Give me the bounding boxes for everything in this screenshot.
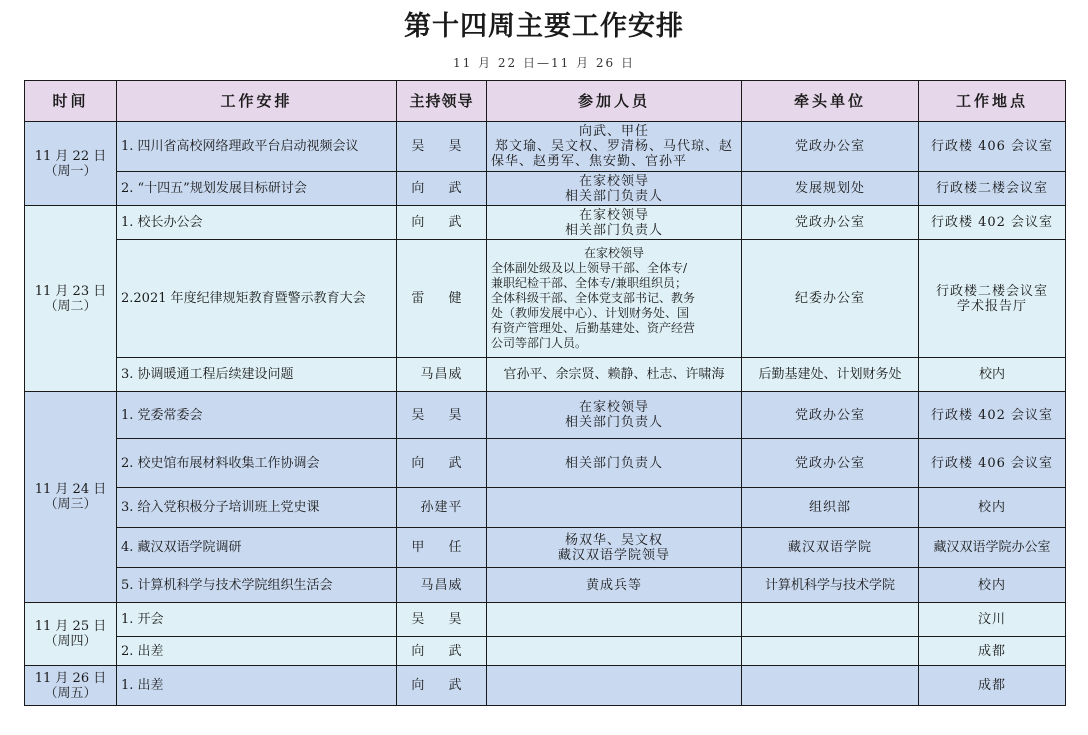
place-cell: 行政楼二楼会议室 <box>919 172 1066 206</box>
participants-line: 在家校领导 <box>578 207 649 223</box>
participants-cell <box>487 206 742 240</box>
place-cell: 藏汉双语学院办公室 <box>919 528 1066 568</box>
participants-line: 相关部门负责人 <box>564 415 663 430</box>
leader-cell: 马昌威 <box>397 358 487 392</box>
unit-cell: 党政办公室 <box>742 392 919 439</box>
leader-cell: 向 武 <box>397 666 487 706</box>
leader-cell: 雷 健 <box>397 240 487 358</box>
participants-cell <box>487 122 742 172</box>
table-row <box>25 439 1066 488</box>
date-label: 11 月 24 日 <box>34 482 107 497</box>
participants-cell: 官孙平、余宗贤、赖静、杜志、许啸海 <box>487 358 742 392</box>
place-cell: 校内 <box>919 568 1066 603</box>
header-row <box>25 81 1066 122</box>
unit-cell: 纪委办公室 <box>742 240 919 358</box>
table-row <box>25 666 1066 706</box>
participants-cell <box>487 240 742 358</box>
place-cell: 成都 <box>919 666 1066 706</box>
participants-cell <box>487 528 742 568</box>
participants-line: 兼职纪检干部、全体专/兼职组织员； <box>491 276 688 290</box>
table-row <box>25 172 1066 206</box>
unit-cell: 党政办公室 <box>742 122 919 172</box>
participants-cell <box>487 603 742 637</box>
task-cell: 4. 藏汉双语学院调研 <box>117 528 397 568</box>
header-participants: 参加人员 <box>487 81 742 122</box>
task-cell: 5. 计算机科学与技术学院组织生活会 <box>117 568 397 603</box>
leader-cell: 向 武 <box>397 637 487 666</box>
participants-cell <box>487 392 742 439</box>
weekday-label: （周二） <box>44 298 97 314</box>
leader-cell: 吴 昊 <box>397 392 487 439</box>
date-cell <box>25 122 117 206</box>
leader-cell: 向 武 <box>397 172 487 206</box>
unit-cell: 计算机科学与技术学院 <box>742 568 919 603</box>
table-row <box>25 358 1066 392</box>
participants-line: 处（教师发展中心）、计划财务处、国 <box>491 306 690 320</box>
participants-line: 杨双华、吴文权 <box>564 532 663 548</box>
participants-line: 向武、甲任 <box>578 124 649 139</box>
header-time: 时间 <box>25 81 117 122</box>
date-range: 11 月 22 日—11 月 26 日 <box>453 56 635 70</box>
unit-cell: 组织部 <box>742 488 919 528</box>
table-row <box>25 488 1066 528</box>
leader-cell: 向 武 <box>397 206 487 240</box>
table-row <box>25 528 1066 568</box>
unit-cell <box>742 603 919 637</box>
task-cell: 2.2021 年度纪律规矩教育暨警示教育大会 <box>117 240 397 358</box>
unit-cell: 党政办公室 <box>742 206 919 240</box>
place-cell: 行政楼 406 会议室 <box>919 122 1066 172</box>
task-cell: 3. 协调暖通工程后续建设问题 <box>117 358 397 392</box>
participants-line: 藏汉双语学院领导 <box>557 547 670 563</box>
weekday-label: （周一） <box>44 163 97 179</box>
task-cell: 1. 党委常委会 <box>117 392 397 439</box>
weekday-label: （周四） <box>44 634 97 649</box>
date-label: 11 月 23 日 <box>34 283 107 299</box>
leader-cell: 吴 昊 <box>397 603 487 637</box>
schedule-table <box>24 80 1066 706</box>
date-label: 11 月 22 日 <box>34 148 107 164</box>
date-cell <box>25 666 117 706</box>
place-cell: 成都 <box>919 637 1066 666</box>
weekday-label: （周五） <box>44 685 97 701</box>
date-label: 11 月 26 日 <box>34 670 107 686</box>
date-cell <box>25 392 117 603</box>
header-leader: 主持领导 <box>397 81 487 122</box>
table-row <box>25 603 1066 637</box>
table-row <box>25 240 1066 358</box>
participants-cell <box>487 488 742 528</box>
leader-cell: 马昌威 <box>397 568 487 603</box>
place-cell: 校内 <box>919 358 1066 392</box>
task-cell: 1. 校长办公会 <box>117 206 397 240</box>
participants-line: 保华、赵勇军、焦安勤、官孙平 <box>491 154 688 169</box>
place-cell: 行政楼 402 会议室 <box>919 206 1066 240</box>
place-line: 学术报告厅 <box>956 298 1027 314</box>
unit-cell <box>742 637 919 666</box>
date-cell <box>25 603 117 666</box>
unit-cell: 党政办公室 <box>742 439 919 488</box>
leader-cell: 吴 昊 <box>397 122 487 172</box>
participants-cell <box>487 172 742 206</box>
participants-line: 全体副处级及以上领导干部、全体专/ <box>491 261 688 275</box>
page-title: 第十四周主要工作安排 <box>404 11 684 42</box>
table-row <box>25 568 1066 603</box>
participants-cell <box>487 666 742 706</box>
place-cell <box>919 240 1066 358</box>
leader-cell: 孙建平 <box>397 488 487 528</box>
participants-line: 相关部门负责人 <box>564 188 663 204</box>
table-row <box>25 122 1066 172</box>
participants-cell: 相关部门负责人 <box>487 439 742 488</box>
table-row <box>25 637 1066 666</box>
unit-cell: 藏汉双语学院 <box>742 528 919 568</box>
participants-line: 在家校领导 <box>578 173 649 189</box>
task-cell: 2. “十四五”规划发展目标研讨会 <box>117 172 397 206</box>
place-line: 行政楼二楼会议室 <box>935 283 1048 299</box>
place-cell: 行政楼 402 会议室 <box>919 392 1066 439</box>
unit-cell: 发展规划处 <box>742 172 919 206</box>
weekday-label: （周三） <box>44 497 97 512</box>
unit-cell: 后勤基建处、计划财务处 <box>742 358 919 392</box>
place-cell: 汶川 <box>919 603 1066 637</box>
task-cell: 2. 出差 <box>117 637 397 666</box>
task-cell: 1. 出差 <box>117 666 397 706</box>
participants-line: 公司等部门人员。 <box>491 336 588 350</box>
leader-cell: 向 武 <box>397 439 487 488</box>
date-cell <box>25 206 117 392</box>
task-cell: 1. 开会 <box>117 603 397 637</box>
unit-cell <box>742 666 919 706</box>
participants-line: 郑文瑜、吴文权、罗清杨、马代琼、赵 <box>494 139 733 154</box>
place-cell: 行政楼 406 会议室 <box>919 439 1066 488</box>
place-cell: 校内 <box>919 488 1066 528</box>
header-unit: 牵头单位 <box>742 81 919 122</box>
date-label: 11 月 25 日 <box>34 619 107 634</box>
participants-line: 相关部门负责人 <box>564 222 663 238</box>
participants-line: 在家校领导 <box>583 246 644 260</box>
table-row <box>25 206 1066 240</box>
participants-line: 有资产管理处、后勤基建处、资产经营 <box>491 321 696 335</box>
participants-cell <box>487 637 742 666</box>
participants-cell: 黄成兵等 <box>487 568 742 603</box>
task-cell: 3. 给入党积极分子培训班上党史课 <box>117 488 397 528</box>
participants-line: 在家校领导 <box>578 400 649 415</box>
header-task: 工作安排 <box>117 81 397 122</box>
leader-cell: 甲 任 <box>397 528 487 568</box>
task-cell: 2. 校史馆布展材料收集工作协调会 <box>117 439 397 488</box>
task-cell: 1. 四川省高校网络理政平台启动视频会议 <box>117 122 397 172</box>
participants-line: 全体科级干部、全体党支部书记、教务 <box>491 291 696 305</box>
table-row <box>25 392 1066 439</box>
header-place: 工作地点 <box>919 81 1066 122</box>
